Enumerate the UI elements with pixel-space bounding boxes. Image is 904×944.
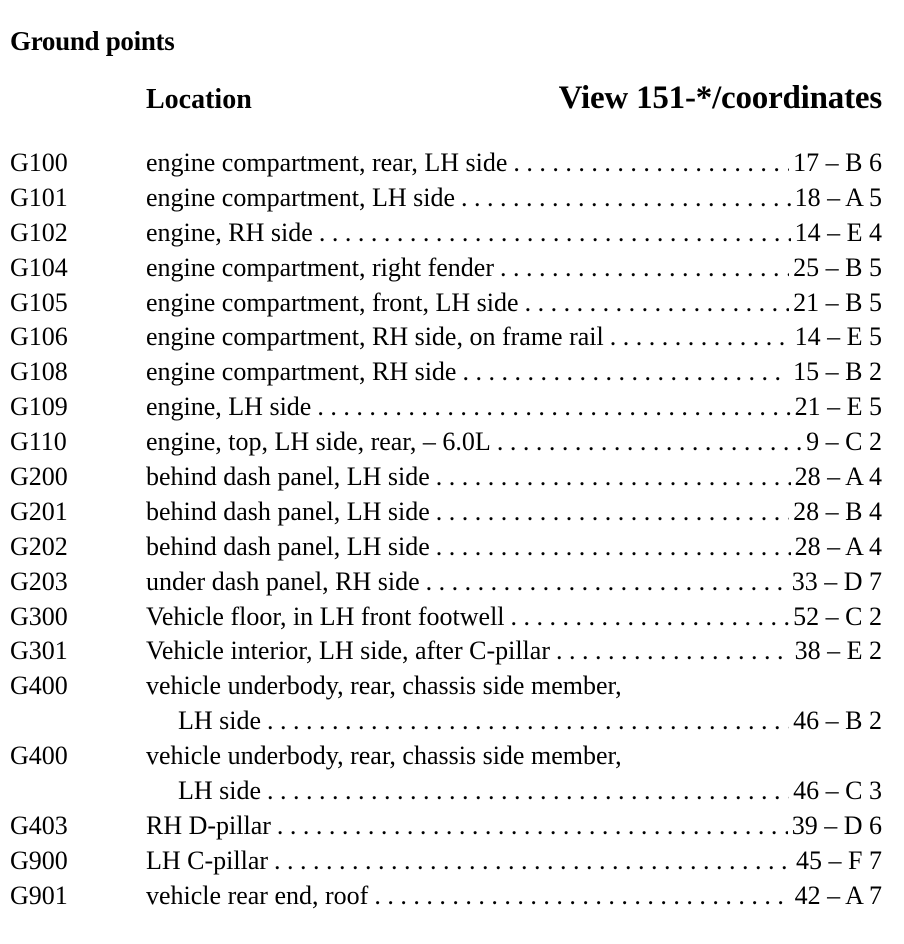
location-entry — [146, 565, 882, 600]
dot-leader — [500, 251, 789, 286]
view-coordinate: 17 – B 6 — [793, 148, 882, 177]
location-entry — [146, 844, 882, 879]
table-row — [0, 181, 904, 216]
location-text: LH side — [178, 776, 262, 806]
dot-leader — [319, 216, 791, 251]
location-text: under dash panel, RH side — [146, 566, 420, 596]
ground-point-id: G200 — [10, 462, 68, 492]
ground-points-table — [0, 146, 904, 914]
view-coordinate: 9 – C 2 — [806, 427, 882, 457]
table-row-line — [0, 704, 904, 739]
location-entry — [146, 809, 882, 844]
dot-leader — [267, 704, 789, 739]
view-coordinate: 46 – C 3 — [793, 776, 882, 806]
table-row — [0, 565, 904, 600]
table-row-line — [0, 739, 904, 774]
location-entry — [146, 146, 882, 181]
ground-point-id: G301 — [10, 636, 68, 666]
location-entry — [178, 774, 882, 809]
table-row — [0, 146, 904, 181]
location-entry — [146, 879, 882, 914]
ground-point-id: G110 — [10, 427, 67, 457]
dot-leader — [277, 809, 788, 844]
dot-leader — [436, 530, 791, 565]
location-entry — [178, 704, 882, 739]
dot-leader — [497, 425, 802, 460]
ground-point-id: G400 — [10, 741, 68, 771]
location-text: engine compartment, RH side — [146, 357, 457, 387]
ground-point-id: G104 — [10, 252, 68, 282]
ground-point-id: G201 — [10, 496, 68, 526]
location-text: vehicle rear end, roof — [146, 880, 369, 910]
location-text: engine, top, LH side, rear, – 6.0L — [146, 427, 491, 457]
table-row — [0, 320, 904, 355]
view-coordinate: 33 – D 7 — [791, 566, 882, 596]
table-row-line — [0, 251, 904, 286]
ground-point-id: G900 — [10, 845, 68, 875]
view-coordinate: 28 – A 4 — [794, 531, 882, 561]
view-coordinate: 21 – B 5 — [793, 287, 882, 317]
table-row — [0, 355, 904, 390]
location-text: engine, LH side — [146, 392, 312, 422]
table-row — [0, 879, 904, 914]
location-text: behind dash panel, LH side — [146, 462, 430, 492]
table-row — [0, 460, 904, 495]
ground-point-id: G101 — [10, 182, 68, 212]
table-row-line — [0, 495, 904, 530]
table-row-line — [0, 530, 904, 565]
ground-point-id: G400 — [10, 671, 68, 701]
ground-point-id: G100 — [10, 148, 68, 177]
location-entry — [146, 286, 882, 321]
table-row-line — [0, 425, 904, 460]
location-entry — [146, 495, 882, 530]
location-entry — [146, 600, 882, 635]
dot-leader — [525, 286, 790, 321]
table-row — [0, 669, 904, 739]
location-text: engine compartment, right fender — [146, 252, 494, 282]
view-coordinate: 21 – E 5 — [794, 392, 882, 422]
dot-leader — [436, 495, 789, 530]
view-coordinates-column-header: View 151-*/coordinates — [558, 80, 882, 116]
table-row-line — [0, 355, 904, 390]
table-row-line — [0, 181, 904, 216]
table-row-line — [0, 390, 904, 425]
location-text: engine, RH side — [146, 217, 313, 247]
location-text: vehicle underbody, rear, chassis side member, — [146, 741, 622, 771]
table-row-line — [0, 320, 904, 355]
table-row-line — [0, 774, 904, 809]
section-title: Ground points — [10, 26, 175, 56]
table-row-line — [0, 216, 904, 251]
dot-leader — [374, 879, 790, 914]
location-text: Vehicle interior, LH side, after C-pillar — [146, 636, 550, 666]
ground-point-id: G106 — [10, 322, 68, 352]
view-coordinate: 46 – B 2 — [793, 706, 882, 736]
location-entry — [146, 216, 882, 251]
view-coordinate: 38 – E 2 — [794, 636, 882, 666]
ground-point-id: G300 — [10, 601, 68, 631]
view-coordinate: 25 – B 5 — [793, 252, 882, 282]
ground-point-id: G105 — [10, 287, 68, 317]
table-row — [0, 216, 904, 251]
view-coordinate: 14 – E 4 — [794, 217, 882, 247]
dot-leader — [556, 634, 791, 669]
table-row-line — [0, 146, 904, 181]
table-row-line — [0, 634, 904, 669]
ground-point-id: G108 — [10, 357, 68, 387]
view-coordinate: 39 – D 6 — [791, 810, 882, 840]
table-row — [0, 495, 904, 530]
dot-leader — [511, 600, 790, 635]
dot-leader — [426, 565, 788, 600]
location-text: vehicle underbody, rear, chassis side member, — [146, 671, 622, 701]
location-text: behind dash panel, LH side — [146, 531, 430, 561]
dot-leader — [436, 460, 791, 495]
table-row — [0, 634, 904, 669]
view-coordinate: 42 – A 7 — [794, 880, 882, 910]
view-coordinate: 52 – C 2 — [793, 601, 882, 631]
table-row — [0, 600, 904, 635]
dot-leader — [274, 844, 792, 879]
table-row — [0, 844, 904, 879]
dot-leader — [317, 390, 790, 425]
location-text: behind dash panel, LH side — [146, 496, 430, 526]
location-entry — [146, 425, 882, 460]
dot-leader — [610, 320, 791, 355]
table-row-line — [0, 600, 904, 635]
view-coordinate: 14 – E 5 — [794, 322, 882, 352]
table-row — [0, 530, 904, 565]
view-coordinate: 18 – A 5 — [794, 182, 882, 212]
view-coordinate: 45 – F 7 — [796, 845, 882, 875]
dot-leader — [267, 774, 789, 809]
dot-leader — [462, 355, 789, 390]
table-row-line — [0, 460, 904, 495]
table-row — [0, 425, 904, 460]
location-entry — [146, 530, 882, 565]
ground-point-id: G901 — [10, 880, 68, 910]
table-row — [0, 251, 904, 286]
location-text: engine compartment, RH side, on frame rail — [146, 322, 604, 352]
location-text: Vehicle floor, in LH front footwell — [146, 601, 505, 631]
location-text: RH D-pillar — [146, 810, 271, 840]
table-row-line — [0, 809, 904, 844]
ground-point-id: G203 — [10, 566, 68, 596]
location-entry — [146, 669, 882, 704]
location-entry — [146, 181, 882, 216]
dot-leader — [513, 146, 789, 181]
table-row — [0, 809, 904, 844]
ground-point-id: G403 — [10, 810, 68, 840]
table-row — [0, 390, 904, 425]
table-row-line — [0, 844, 904, 879]
table-row — [0, 739, 904, 809]
table-row-line — [0, 565, 904, 600]
location-text: LH side — [178, 706, 262, 736]
table-row — [0, 286, 904, 321]
view-coordinate: 28 – A 4 — [794, 462, 882, 492]
ground-point-id: G102 — [10, 217, 68, 247]
location-entry — [146, 739, 882, 774]
location-entry — [146, 251, 882, 286]
view-coordinate: 28 – B 4 — [793, 496, 882, 526]
location-entry — [146, 390, 882, 425]
location-column-header: Location — [146, 84, 252, 115]
location-text: engine compartment, LH side — [146, 182, 456, 212]
location-entry — [146, 634, 882, 669]
location-text: engine compartment, rear, LH side — [146, 148, 508, 177]
table-row-line — [0, 669, 904, 704]
location-text: LH C-pillar — [146, 845, 269, 875]
location-entry — [146, 355, 882, 390]
location-entry — [146, 460, 882, 495]
ground-point-id: G202 — [10, 531, 68, 561]
location-entry — [146, 320, 882, 355]
table-row-line — [0, 879, 904, 914]
dot-leader — [461, 181, 791, 216]
location-text: engine compartment, front, LH side — [146, 287, 519, 317]
view-coordinate: 15 – B 2 — [793, 357, 882, 387]
table-row-line — [0, 286, 904, 321]
ground-point-id: G109 — [10, 392, 68, 422]
